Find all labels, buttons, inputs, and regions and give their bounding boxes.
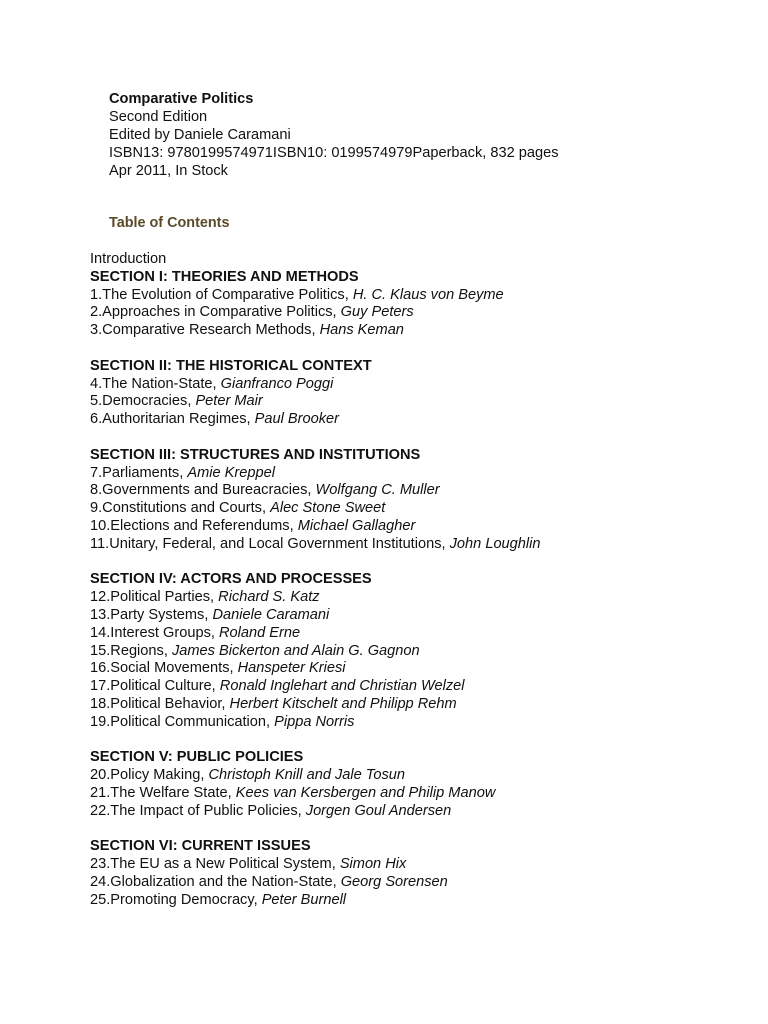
chapter-author: Simon Hix (339, 856, 407, 873)
toc-introduction: Introduction (90, 251, 167, 267)
section-title: SECTION IV: ACTORS AND PROCESSES (90, 571, 372, 588)
section-title: SECTION VI: CURRENT ISSUES (90, 838, 311, 855)
chapter-title: 4.The Nation-State, (90, 375, 221, 392)
chapter-entry (90, 411, 541, 429)
section-title: SECTION V: PUBLIC POLICIES (90, 749, 304, 766)
toc-heading: Table of Contents (109, 215, 230, 231)
chapter-author: Alec Stone Sweet (270, 500, 386, 517)
chapter-author: Richard S. Katz (218, 589, 320, 606)
chapter-entry (90, 874, 541, 892)
chapter-entry (90, 625, 541, 643)
section-spacer (90, 554, 541, 572)
chapter-entry (90, 607, 541, 625)
table-of-contents (90, 251, 541, 909)
section-title: SECTION III: STRUCTURES AND INSTITUTIONS (90, 446, 421, 463)
chapter-entry (90, 589, 541, 607)
section-title: SECTION II: THE HISTORICAL CONTEXT (90, 357, 372, 374)
book-info (109, 90, 559, 180)
chapter-entry (90, 536, 541, 554)
chapter-entry (90, 696, 541, 714)
chapter-entry (90, 892, 541, 910)
chapter-author: H. C. Klaus von Beyme (352, 286, 504, 303)
chapter-entry (90, 678, 541, 696)
chapter-entry (90, 304, 541, 322)
chapter-title: 5.Democracies, (90, 393, 196, 410)
section-spacer (90, 732, 541, 750)
chapter-author: Kees van Kersbergen and Philip Manow (235, 784, 496, 801)
chapter-title: 14.Interest Groups, (90, 624, 219, 641)
chapter-title: 20.Policy Making, (90, 767, 209, 784)
chapter-title: 23.The EU as a New Political System, (90, 856, 340, 873)
chapter-author: Peter Mair (195, 393, 263, 410)
chapter-entry (90, 643, 541, 661)
chapter-entry (90, 287, 541, 305)
chapter-entry (90, 660, 541, 678)
chapter-author: John Loughlin (449, 535, 541, 552)
chapter-author: Pippa Norris (274, 713, 355, 730)
chapter-title: 10.Elections and Referendums, (90, 517, 298, 534)
chapter-entry (90, 376, 541, 394)
chapter-title: 3.Comparative Research Methods, (90, 322, 320, 339)
section-spacer (90, 340, 541, 358)
chapter-author: Hans Keman (319, 322, 404, 339)
chapter-title: 12.Political Parties, (90, 589, 219, 606)
chapter-title: 6.Authoritarian Regimes, (90, 411, 255, 428)
chapter-title: 2.Approaches in Comparative Politics, (90, 304, 341, 321)
chapter-title: 18.Political Behavior, (90, 695, 230, 712)
chapter-author: Guy Peters (340, 304, 414, 321)
chapter-author: Amie Kreppel (187, 464, 275, 481)
section-title: SECTION I: THEORIES AND METHODS (90, 268, 359, 285)
chapter-title: 19.Political Communication, (90, 713, 275, 730)
section-spacer (90, 821, 541, 839)
chapter-author: Gianfranco Poggi (220, 375, 334, 392)
chapter-entry (90, 465, 541, 483)
chapter-entry (90, 393, 541, 411)
chapter-title: 16.Social Movements, (90, 660, 238, 677)
chapter-author: Daniele Caramani (212, 606, 330, 623)
chapter-title: 17.Political Culture, (90, 678, 220, 695)
chapter-author: Jorgen Goul Andersen (305, 802, 452, 819)
section-spacer (90, 429, 541, 447)
chapter-title: 22.The Impact of Public Policies, (90, 802, 306, 819)
chapter-entry (90, 856, 541, 874)
chapter-entry (90, 714, 541, 732)
chapter-entry (90, 322, 541, 340)
chapter-author: Michael Gallagher (297, 517, 416, 534)
chapter-author: Hanspeter Kriesi (237, 660, 346, 677)
book-date-stock: Apr 2011, In Stock (109, 163, 228, 179)
book-editor: Edited by Daniele Caramani (109, 127, 291, 143)
chapter-title: 25.Promoting Democracy, (90, 891, 262, 908)
chapter-title: 24.Globalization and the Nation-State, (90, 873, 341, 890)
book-edition: Second Edition (109, 109, 208, 125)
book-title: Comparative Politics (109, 91, 254, 107)
chapter-author: James Bickerton and Alain G. Gagnon (171, 642, 420, 659)
chapter-author: Roland Erne (218, 624, 301, 641)
chapter-title: 15.Regions, (90, 642, 172, 659)
chapter-entry (90, 482, 541, 500)
chapter-author: Ronald Inglehart and Christian Welzel (219, 678, 465, 695)
chapter-title: 21.The Welfare State, (90, 784, 236, 801)
chapter-author: Christoph Knill and Jale Tosun (208, 767, 406, 784)
chapter-entry (90, 785, 541, 803)
chapter-title: 8.Governments and Bureacracies, (90, 482, 316, 499)
chapter-title: 1.The Evolution of Comparative Politics, (90, 286, 353, 303)
chapter-entry (90, 767, 541, 785)
chapter-author: Georg Sorensen (340, 873, 448, 890)
chapter-author: Herbert Kitschelt and Philipp Rehm (229, 695, 457, 712)
chapter-author: Peter Burnell (261, 891, 347, 908)
chapter-title: 9.Constitutions and Courts, (90, 500, 271, 517)
chapter-entry (90, 518, 541, 536)
chapter-title: 7.Parliaments, (90, 464, 188, 481)
chapter-title: 11.Unitary, Federal, and Local Government Institutions, (90, 535, 450, 552)
chapter-author: Wolfgang C. Muller (315, 482, 440, 499)
chapter-entry (90, 500, 541, 518)
chapter-entry (90, 803, 541, 821)
chapter-author: Paul Brooker (254, 411, 340, 428)
book-isbn: ISBN13: 9780199574971ISBN10: 0199574979Paperback, 832 pages (109, 145, 559, 161)
chapter-title: 13.Party Systems, (90, 606, 213, 623)
